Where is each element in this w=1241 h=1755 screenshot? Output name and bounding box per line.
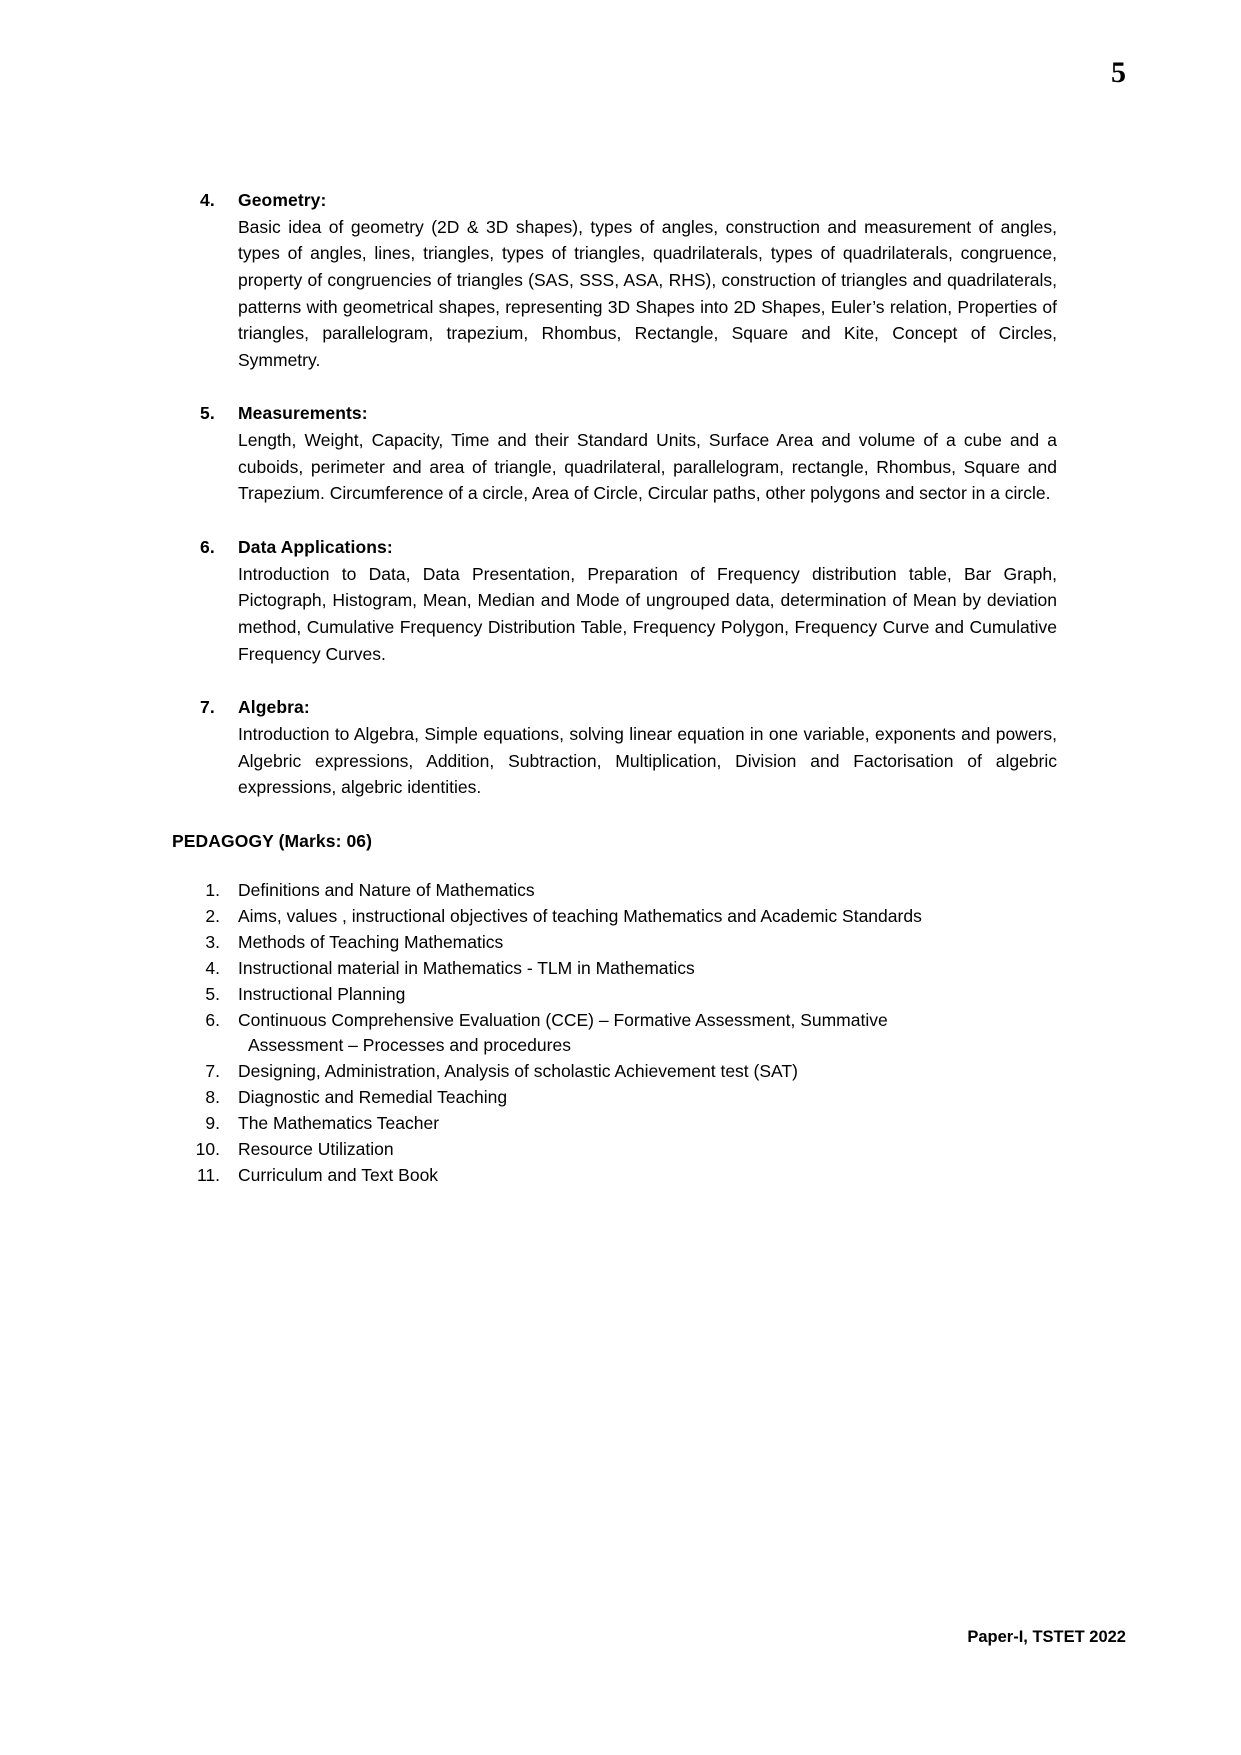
list-item [172,879,1057,900]
page-footer: Paper-I, TSTET 2022 [967,1628,1126,1646]
list-item-label: Instructional Planning [238,983,406,1004]
list-item [172,931,1057,952]
list-item [172,1063,1057,1081]
list-item-label: Instructional material in Mathematics - TLM in Mathematics [238,957,695,978]
list-item-number: 10. [195,1139,220,1160]
section-number: 6. [200,537,215,558]
list-item [172,1141,1057,1159]
syllabus-section-geometry [172,188,1057,373]
list-item-label: Resource Utilization [238,1139,394,1160]
list-item-number: 7. [205,1061,220,1082]
list-item-number: 8. [205,1087,220,1108]
list-item-number: 5. [205,983,220,1004]
list-item [172,983,1057,1004]
list-item-number: 4. [205,957,220,978]
list-item-label: Continuous Comprehensive Evaluation (CCE) – Formative Assessment, Summative [238,1009,888,1030]
page-number: 5 [1111,56,1126,89]
section-title: Measurements: [238,403,368,424]
section-heading [172,188,1057,213]
list-item-continuation: Assessment – Processes and procedures [248,1035,571,1056]
list-item-label: Methods of Teaching Mathematics [238,931,504,952]
list-item [172,957,1057,978]
list-item-label: Definitions and Nature of Mathematics [238,879,535,900]
list-item-number: 9. [205,1113,220,1134]
section-heading [172,535,1057,560]
section-body-text: Length, Weight, Capacity, Time and their Standard Units, Surface Area and volume of a cube and a cuboids, perimeter and area of triangle, quadrilateral, parallelogram, rectangle, Rhombus, Square and Trapezium. Circumference of a circle, Area of Circle, Circular paths, other polygons and sector in a circle. [238,430,1057,504]
list-item-number: 2. [205,905,220,926]
section-heading [172,401,1057,426]
section-heading [172,695,1057,720]
list-item [172,1089,1057,1107]
list-item-label: The Mathematics Teacher [238,1113,440,1134]
list-item [172,1115,1057,1133]
list-item-label: Curriculum and Text Book [238,1165,439,1186]
section-title: Algebra: [238,697,310,718]
section-body-text: Introduction to Data, Data Presentation, Preparation of Frequency distribution table, Bar Graph, Pictograph, Histogram, Mean, Median and Mode of ungrouped data, determination of Mean by deviation method, Cumulative Frequency Distribution Table, Frequency Polygon, Frequency Curve and Cumulative Frequency Curves. [238,563,1057,664]
section-number: 4. [200,190,215,210]
pedagogy-heading: PEDAGOGY (Marks: 06) [172,830,373,851]
section-body-text: Basic idea of geometry (2D & 3D shapes), types of angles, construction and measurement of angles, types of angles, lines, triangles, types of triangles, quadrilaterals, types of quadrilaterals, congruence, property of congruencies of triangles (SAS, SSS, ASA, RHS), construction of triangles and quadrilaterals, patterns with geometrical shapes, representing 3D Shapes into 2D Shapes, Euler’s relation, Properties of triangles, parallelogram, trapezium, Rhombus, Rectangle, Square and Kite, Concept of Circles, Symmetry. [238,216,1057,370]
list-item-label: Designing, Administration, Analysis of scholastic Achievement test (SAT) [238,1061,798,1082]
list-item [172,905,1057,926]
section-number: 5. [200,403,215,424]
list-item-number: 11. [196,1165,220,1186]
list-item-number: 1. [205,879,220,900]
section-title: Geometry: [238,190,327,210]
syllabus-section-data-applications [172,535,1057,667]
list-item-label: Aims, values , instructional objectives of teaching Mathematics and Academic Standards [238,905,922,926]
syllabus-section-measurements [172,401,1057,507]
list-item-label: Diagnostic and Remedial Teaching [238,1087,508,1108]
list-item-number: 3. [205,931,220,952]
list-item [172,1167,1057,1185]
section-body-text: Introduction to Algebra, Simple equations, solving linear equation in one variable, exponents and powers, Algebric expressions, Addition, Subtraction, Multiplication, Division and Factorisation of algebric expressions, algebric identities. [238,724,1057,798]
list-item-number: 6. [205,1009,220,1030]
pedagogy-list [172,879,1057,1186]
page-content [172,188,1057,1201]
list-item [172,1009,1057,1056]
section-title: Data Applications: [238,537,393,558]
syllabus-section-algebra [172,695,1057,801]
section-number: 7. [200,697,215,718]
